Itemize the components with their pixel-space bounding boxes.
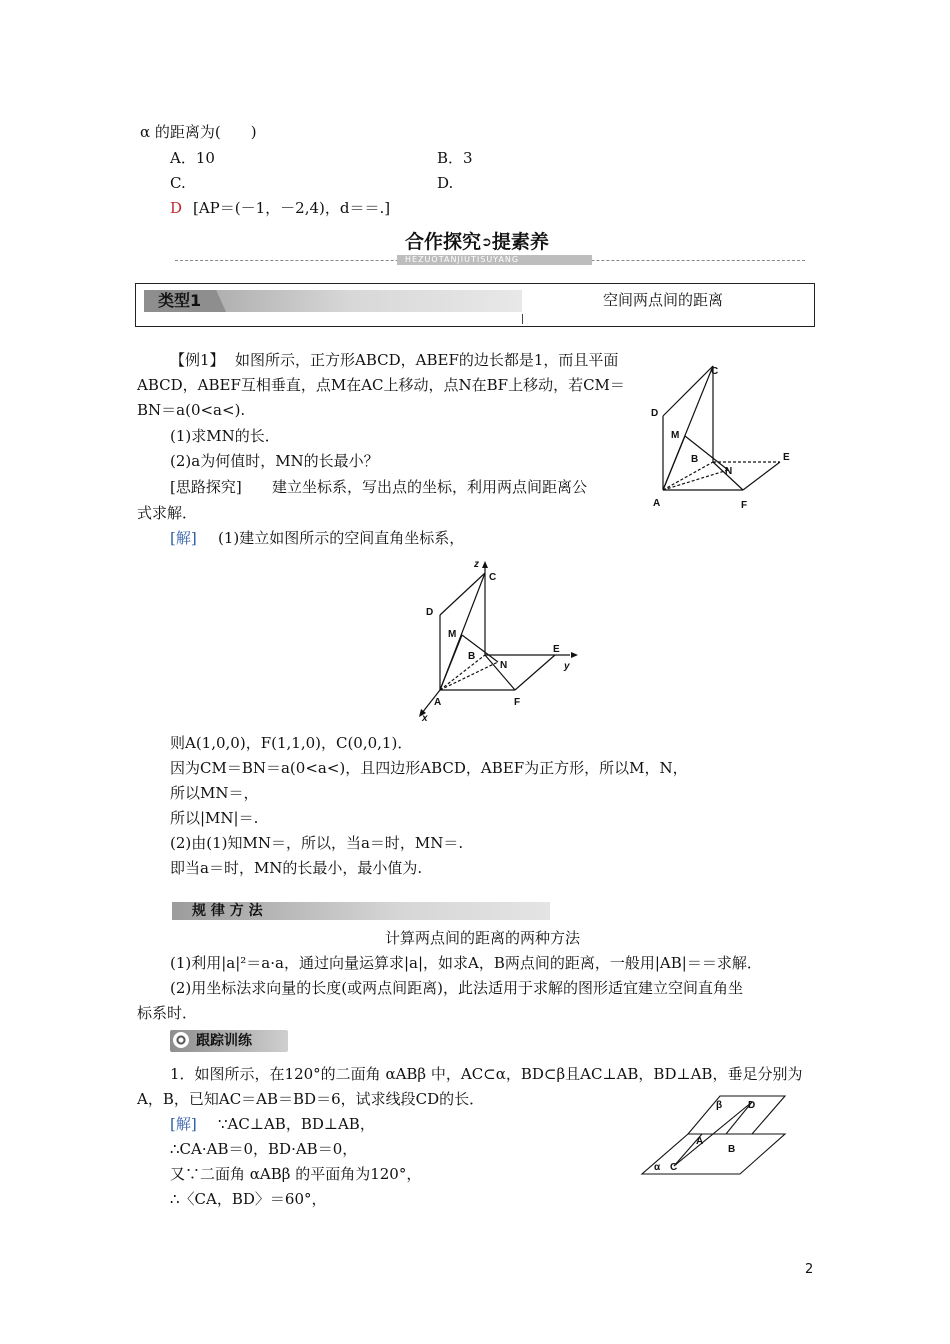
fig2-label-d: D [426,607,434,618]
fig2-label-m: M [448,629,457,640]
type-label: 类型1 [158,291,202,310]
fig3-label-alpha: α [654,1162,661,1173]
fig3-label-beta: β [716,1100,723,1111]
training-step-3: 又∵二面角 αABβ 的平面角为120°， [170,1165,422,1183]
fig2-label-f: F [514,697,521,708]
fig3-label-b: B [728,1144,736,1155]
method-banner [172,902,550,920]
training-problem-1: 1．如图所示，在120°的二面角 αABβ 中，AC⊂α，BD⊂β且AC⊥AB，BD⊥AB，垂足分别为 [170,1065,803,1083]
fig1-label-c: C [711,366,719,377]
arrow-icon: ➲ [481,235,492,250]
figure-coordinate-diagram [410,555,590,723]
example-line-3: BN＝a(0<a<). [137,401,246,419]
solution-step-6: 即当a＝时，MN的长最小，最小值为. [170,859,423,877]
example-q2: (2)a为何值时，MN的长最小？ [170,452,379,470]
think-tag: [思路探究] [170,478,242,496]
question-stem: α 的距离为( ) [140,123,257,141]
type-box [135,283,815,327]
section-title [405,230,549,255]
section-title-b: 提素养 [491,231,549,253]
solution-step-3: 所以MN＝， [170,784,259,802]
training-solution-tag: [解] [170,1115,197,1133]
example-q1: (1)求MN的长． [170,427,280,445]
training-banner [170,1030,288,1052]
example-line-2: ABCD，ABEF互相垂直，点M在AC上移动，点N在BF上移动，若CM＝ [137,376,625,394]
think-line-1: 建立坐标系，写出点的坐标，利用两点间距离公 [272,478,588,496]
method-item-2a: (2)用坐标法求向量的长度(或两点间距离)，此法适用于求解的图形适宜建立空间直角坐 [170,979,743,997]
training-step-4: ∴〈CA，BD〉＝60°， [170,1190,327,1208]
fig1-label-f: F [741,500,748,511]
figure-dihedral-diagram [640,1092,790,1178]
fig2-label-n: N [500,660,508,671]
method-title: 计算两点间的距离的两种方法 [385,929,581,947]
page-number: 2 [805,1262,814,1277]
fig3-label-c: C [670,1162,678,1173]
banner-pinyin: HEZUOTANJIUTISUYANG [405,255,520,264]
fig1-label-n: N [725,466,733,477]
option-c: C. [170,174,186,192]
method-item-1: (1)利用|a|²＝a·a，通过向量运算求|a|，如求A，B两点间的距离，一般用|AB|＝＝求解． [170,954,762,972]
example-tag: 【例1】 [170,351,225,369]
solution-step-1: 则A(1,0,0)，F(1,1,0)，C(0,0,1)． [170,734,413,752]
target-icon [173,1032,189,1048]
solution-step-4: 所以|MN|＝. [170,809,259,827]
answer-explanation: [AP＝(－1，－2,4)，d＝＝.] [193,199,391,217]
fig1-label-m: M [671,430,680,441]
fig3-label-d: D [748,1100,756,1111]
fig2-label-b: B [468,651,476,662]
training-banner-label: 跟踪训练 [196,1033,252,1049]
training-step-1: ∵AC⊥AB，BD⊥AB， [218,1115,375,1133]
answer-letter: D [170,199,183,217]
fig3-label-a: A [696,1136,704,1147]
fig2-label-a: A [434,697,442,708]
section-title-a: 合作探究 [405,231,482,253]
solution-line-1: (1)建立如图所示的空间直角坐标系， [218,529,465,547]
fig1-label-a: A [653,498,661,509]
think-line-2: 式求解． [137,504,198,522]
fig2-label-e: E [553,644,560,655]
fig2-label-c: C [489,572,497,583]
option-a: A．10 [170,149,215,167]
fig1-label-d: D [651,408,659,419]
solution-step-5: (2)由(1)知MN＝，所以，当a＝时，MN＝. [170,834,464,852]
fig2-axis-z: z [474,559,479,570]
training-step-2: ∴CA·AB＝0，BD·AB＝0， [170,1140,358,1158]
method-item-2b: 标系时． [137,1004,198,1022]
figure-squares-diagram [645,360,805,520]
method-banner-label: 规 律 方 法 [192,903,263,919]
section-banner [175,228,805,268]
training-problem-2: A，B，已知AC＝AB＝BD＝6，试求线段CD的长． [137,1090,485,1108]
fig2-axis-x: x [422,713,428,723]
example-line-1: 如图所示，正方形ABCD，ABEF的边长都是1，而且平面 [235,351,619,369]
type-divider [522,314,523,324]
fig1-label-b: B [691,454,699,465]
type-title: 空间两点间的距离 [603,291,724,309]
option-b: B．3 [437,149,473,167]
fig1-label-e: E [783,452,790,463]
fig2-axis-y: y [564,661,570,672]
option-d: D. [437,174,454,192]
solution-step-2: 因为CM＝BN＝a(0<a<)，且四边形ABCD，ABEF为正方形，所以M，N， [170,759,688,777]
solution-tag: [解] [170,529,197,547]
